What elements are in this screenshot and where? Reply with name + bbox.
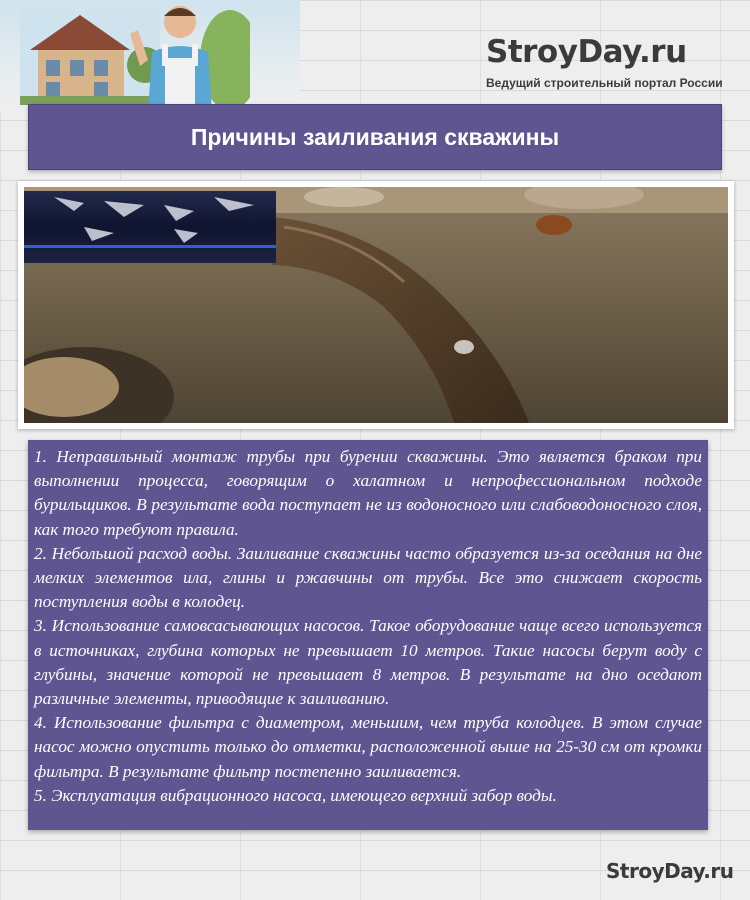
- cause-item-3: 3. Использование самовсасывающих насосов. Такое оборудование чаще всего используется в источниках, глубина которых не превышает 10 метров. Такие насосы берут воду с глубины, значение которой не превышает 8 метров. В результате на дно оседают различные элементы, приводящие к заиливанию.: [34, 616, 702, 709]
- cause-item-2: 2. Небольшой расход воды. Заиливание скважины часто образуется из-за оседания на дне мелких элементов ила, глины и ржавчины от трубы. Все это снижает скорость поступления воды в колодец.: [34, 543, 702, 612]
- cause-item-1: 1. Неправильный монтаж трубы при бурении скважины. Это является браком при выполнении процесса, говорящим о халатном и непрофессиональном подходе бурильщиков. В результате вода поступает не из водоносного или слабоводоносного слоя, как того требуют правила.: [34, 447, 702, 539]
- pipe-water-photo: [24, 187, 728, 423]
- cause-item-4: 4. Использование фильтра с диаметром, меньшим, чем труба колодцев. В этом случае насос можно опустить только до отметки, расположенной выше на 25-30 см от кромки фильтра. В результате фильтр постепенно заиливается.: [34, 713, 702, 781]
- footer-logo[interactable]: StroyDay.ru: [606, 859, 734, 883]
- photo-frame: [18, 181, 734, 429]
- cause-item-5: 5. Эксплуатация вибрационного насоса, имеющего верхний забор воды.: [34, 785, 557, 805]
- site-tagline: Ведущий строительный портал России: [486, 76, 723, 90]
- header-banner-image: [0, 0, 300, 112]
- page-title: Причины заиливания скважины: [190, 123, 560, 150]
- site-logo[interactable]: StroyDay.ru: [486, 34, 687, 70]
- site-header: [0, 0, 750, 118]
- causes-text-panel: [28, 440, 708, 830]
- worker-illustration: [110, 0, 250, 112]
- logo-block: [486, 34, 736, 94]
- title-bar: [28, 104, 722, 170]
